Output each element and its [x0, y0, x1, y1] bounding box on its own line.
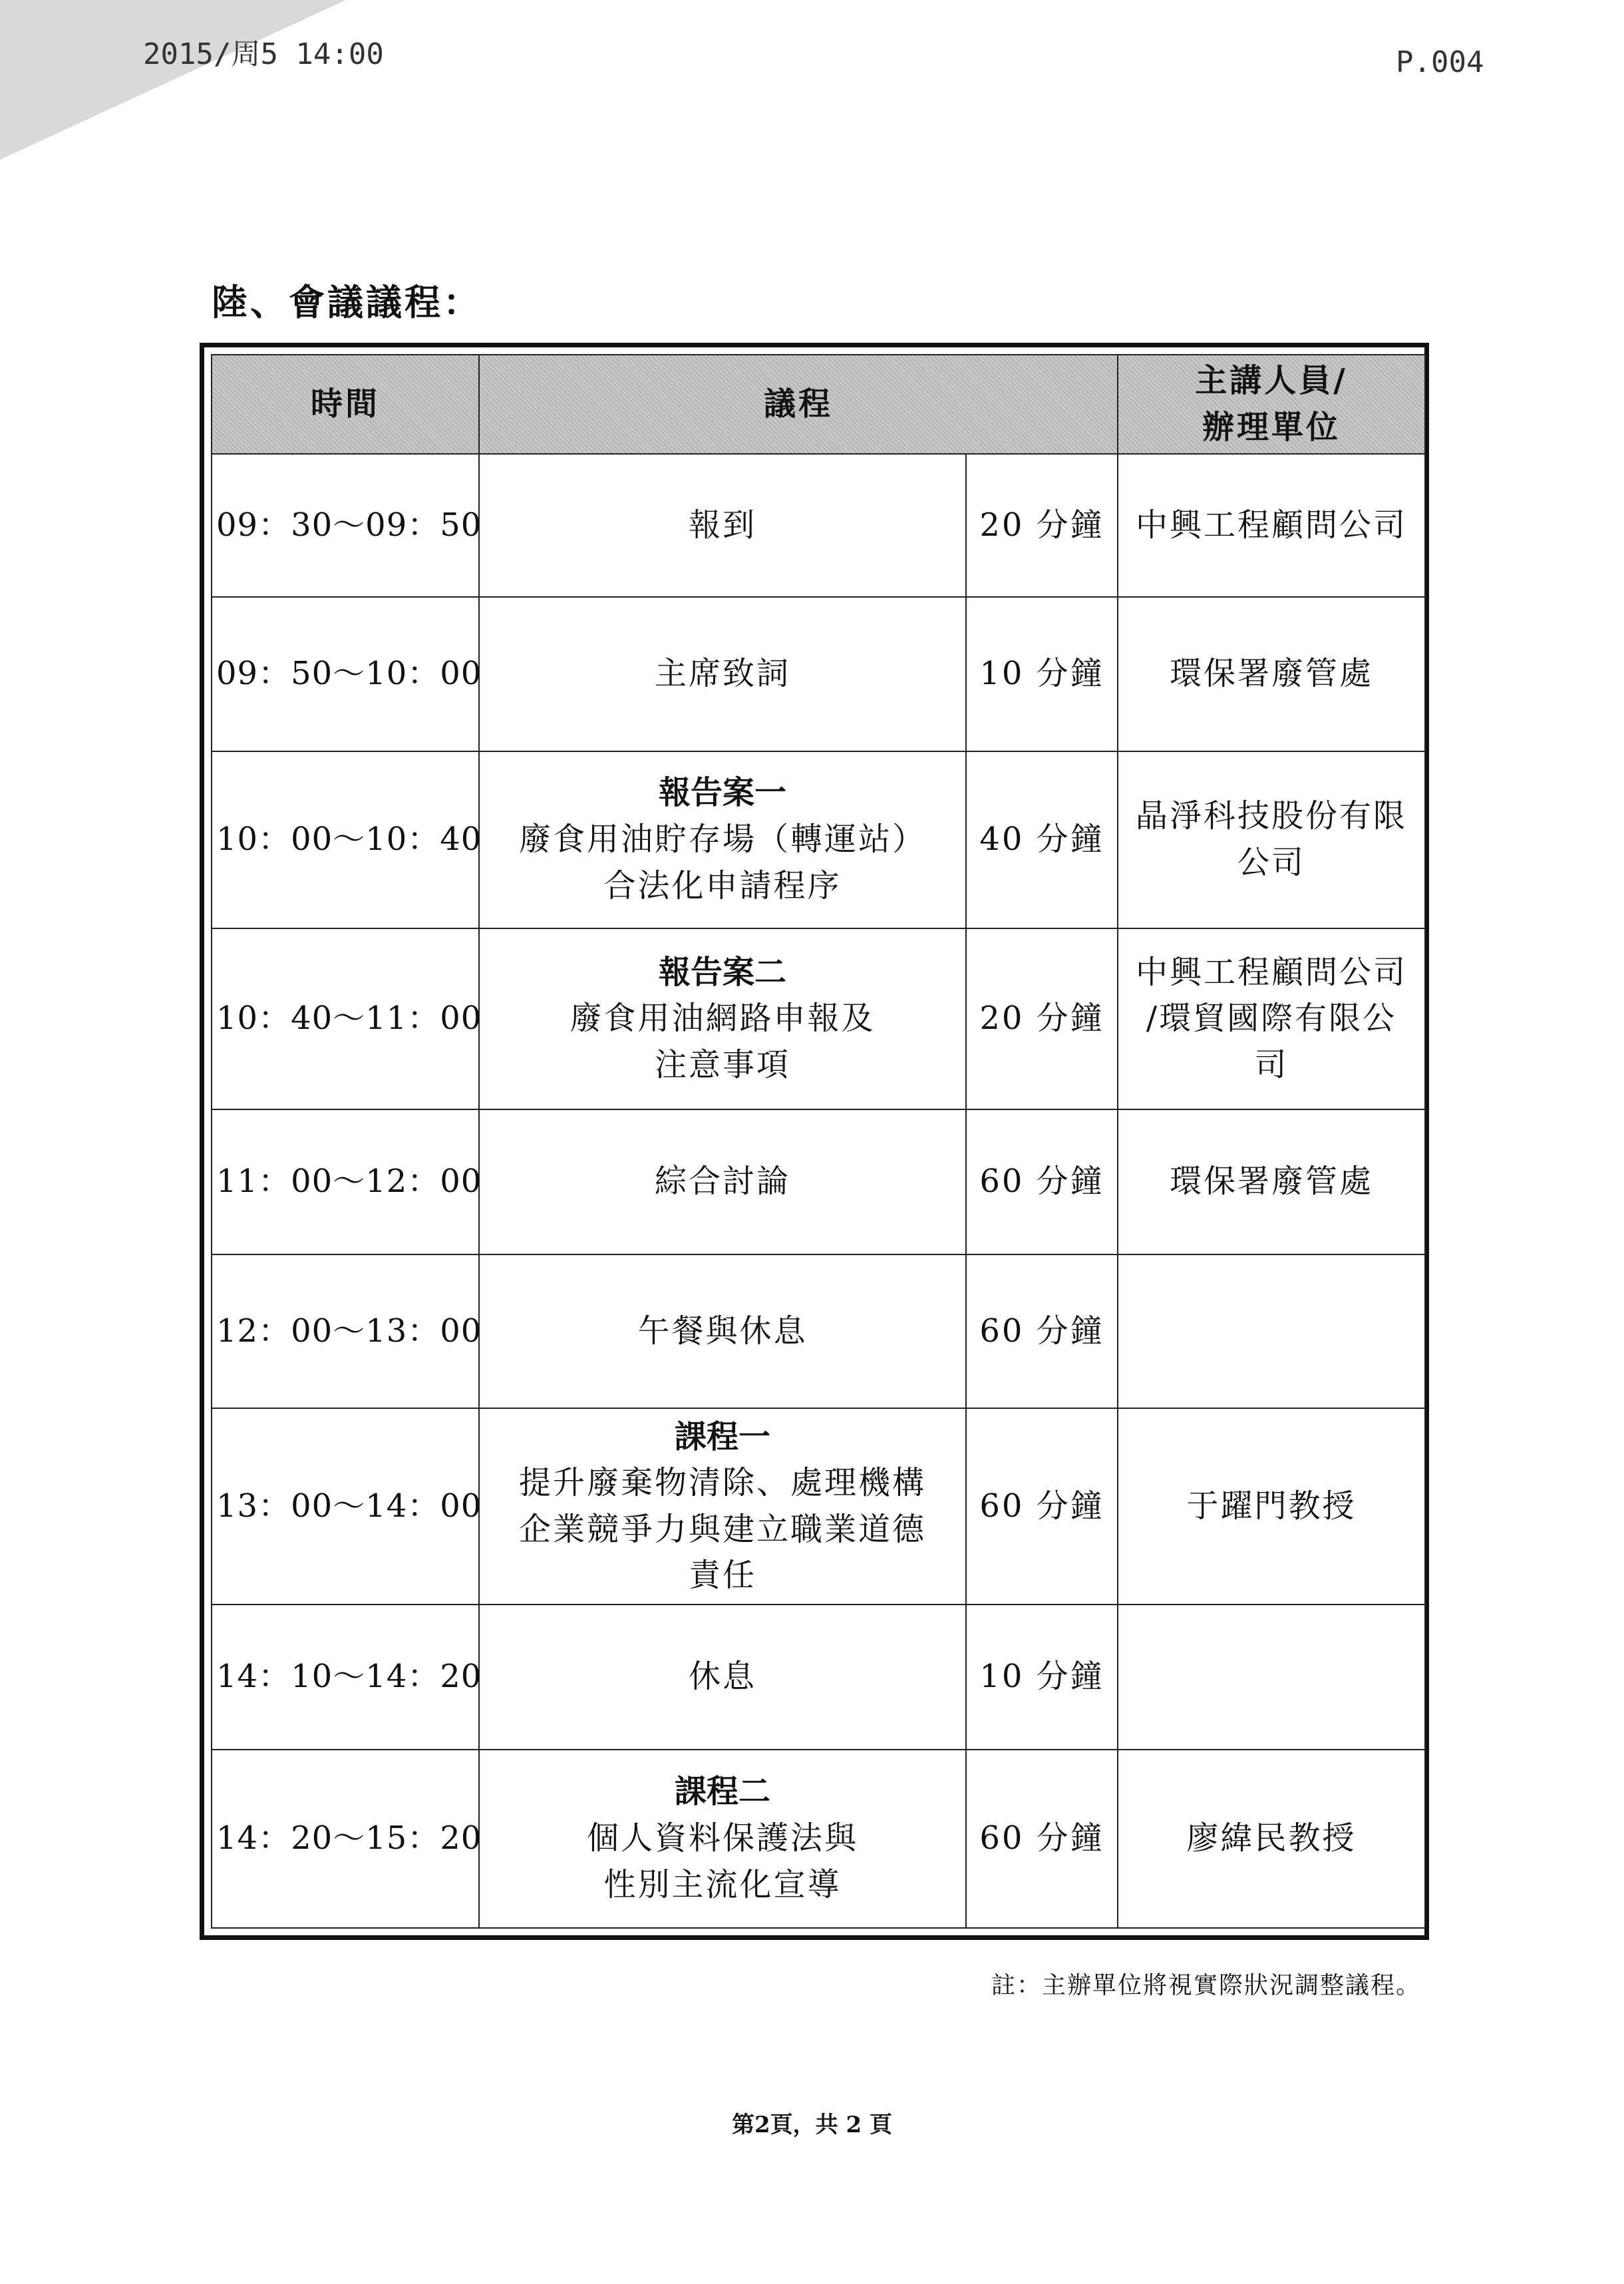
table-row: [212, 1109, 1425, 1254]
cell-duration: 10 分鐘: [966, 597, 1118, 751]
fax-header: 2015/周5 14:00: [143, 37, 384, 71]
cell-agenda: [479, 928, 966, 1109]
agenda-line: 綜合討論: [654, 1163, 790, 1201]
cell-speaker: [1118, 1605, 1425, 1749]
agenda-line: 報到: [688, 506, 756, 544]
agenda-heading: 課程二: [674, 1773, 770, 1811]
cell-speaker: 環保署廢管處: [1118, 1109, 1425, 1254]
cell-time: 11：00～12：00: [212, 1109, 479, 1254]
agenda-line: 廢食用油貯存場（轉運站）: [518, 821, 926, 858]
header-agenda: 議程: [479, 355, 1118, 454]
table-row: [212, 1605, 1425, 1749]
header-speaker: 主講人員/ 辦理單位: [1118, 355, 1425, 454]
cell-agenda: [479, 751, 966, 928]
page-fold-corner: [0, 0, 346, 160]
table-header-row: [212, 355, 1425, 454]
cell-speaker: 于躍門教授: [1118, 1408, 1425, 1605]
cell-time: 14：20～15：20: [212, 1750, 479, 1928]
cell-agenda: [479, 1605, 966, 1749]
cell-duration: 20 分鐘: [966, 454, 1118, 597]
cell-agenda: [479, 1254, 966, 1408]
agenda-line: 性別主流化宣導: [603, 1865, 842, 1903]
table-row: [212, 597, 1425, 751]
cell-duration: 60 分鐘: [966, 1254, 1118, 1408]
agenda-line: 責任: [688, 1557, 756, 1595]
agenda-line: 廢食用油網路申報及: [569, 1000, 876, 1038]
agenda-line: 合法化申請程序: [603, 866, 842, 904]
cell-duration: 60 分鐘: [966, 1408, 1118, 1605]
cell-speaker: [1118, 1254, 1425, 1408]
table-row: [212, 454, 1425, 597]
cell-agenda: [479, 1408, 966, 1605]
agenda-line: 個人資料保護法與: [586, 1819, 858, 1857]
cell-time: 09：50～10：00: [212, 597, 479, 751]
table-row: [212, 1750, 1425, 1928]
cell-time: 09：30～09：50: [212, 454, 479, 597]
table-row: [212, 1254, 1425, 1408]
cell-time: 10：00～10：40: [212, 751, 479, 928]
cell-speaker: 廖緯民教授: [1118, 1750, 1425, 1928]
cell-time: 13：00～14：00: [212, 1408, 479, 1605]
table-row: [212, 751, 1425, 928]
cell-agenda: [479, 1109, 966, 1254]
agenda-line: 午餐與休息: [637, 1312, 808, 1350]
cell-agenda: [479, 454, 966, 597]
agenda-heading: 課程一: [674, 1418, 770, 1455]
cell-time: 10：40～11：00: [212, 928, 479, 1109]
cell-duration: 60 分鐘: [966, 1109, 1118, 1254]
agenda-line: 主席致詞: [654, 655, 790, 693]
table-row: [212, 928, 1425, 1109]
section-title: 陸、會議議程：: [212, 281, 482, 323]
agenda-heading: 報告案一: [658, 774, 786, 812]
footnote: 註：主辦單位將視實際狀況調整議程。: [991, 1972, 1421, 1999]
cell-time: 12：00～13：00: [212, 1254, 479, 1408]
agenda-table: [211, 354, 1426, 1929]
cell-time: 14：10～14：20: [212, 1605, 479, 1749]
fax-page-code: P.004: [1396, 45, 1484, 79]
cell-agenda: [479, 1750, 966, 1928]
cell-duration: 10 分鐘: [966, 1605, 1118, 1749]
cell-agenda: [479, 597, 966, 751]
cell-speaker: 中興工程顧問公司 /環貿國際有限公 司: [1118, 928, 1425, 1109]
cell-duration: 20 分鐘: [966, 928, 1118, 1109]
agenda-line: 注意事項: [654, 1046, 790, 1084]
agenda-heading: 報告案二: [658, 953, 786, 991]
agenda-line: 企業競爭力與建立職業道德: [518, 1510, 926, 1548]
page-footer: 第2頁，共 2 頁: [732, 2112, 892, 2138]
cell-speaker: 晶淨科技股份有限 公司: [1118, 751, 1425, 928]
cell-duration: 60 分鐘: [966, 1750, 1118, 1928]
cell-duration: 40 分鐘: [966, 751, 1118, 928]
agenda-line: 提升廢棄物清除、處理機構: [518, 1464, 926, 1502]
agenda-table-frame: [200, 343, 1429, 1940]
header-time: 時間: [212, 355, 479, 454]
table-row: [212, 1408, 1425, 1605]
cell-speaker: 中興工程顧問公司: [1118, 454, 1425, 597]
agenda-line: 休息: [688, 1658, 756, 1696]
cell-speaker: 環保署廢管處: [1118, 597, 1425, 751]
